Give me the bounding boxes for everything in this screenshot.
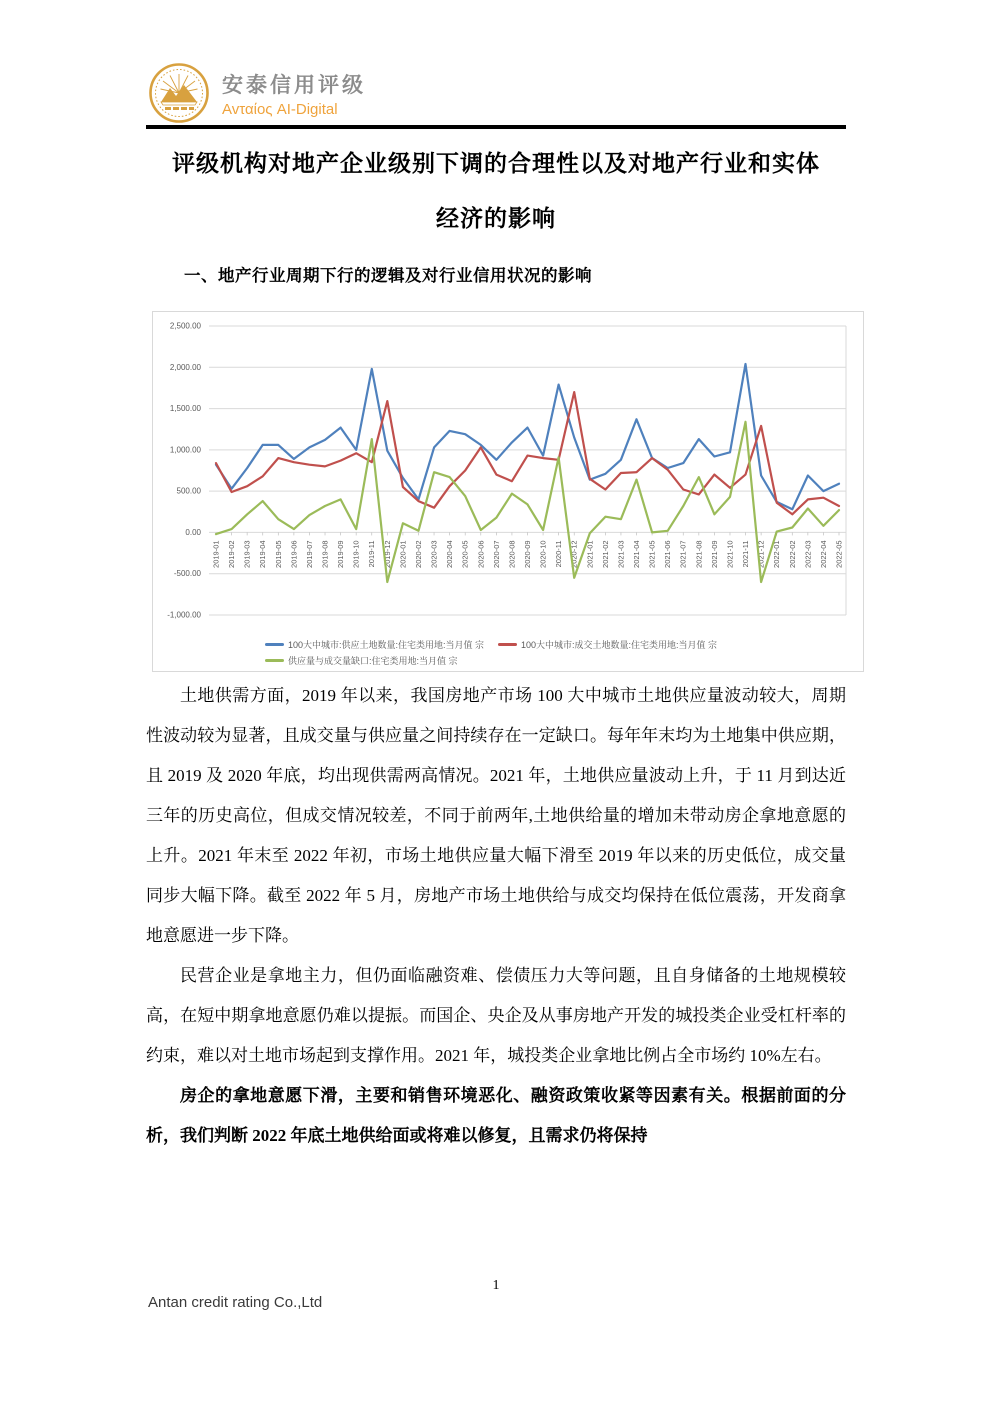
x-axis-month-label: 2022-03 [803, 540, 813, 568]
section-heading: 一、地产行业周期下行的逻辑及对行业信用状况的影响 [184, 266, 592, 285]
company-logo [148, 62, 366, 124]
x-axis-month-label: 2022-05 [834, 540, 844, 568]
legend-item-transaction-line [498, 638, 717, 651]
x-axis-month-label: 2019-12 [382, 540, 392, 568]
x-axis-month-label: 2020-01 [398, 540, 408, 568]
x-axis-month-label: 2019-06 [289, 540, 299, 568]
x-axis-month-label: 2021-06 [663, 540, 673, 568]
x-axis-month-label: 2021-10 [725, 540, 735, 568]
page-number: 1 [492, 1278, 500, 1293]
x-axis-month-label: 2020-12 [569, 540, 579, 568]
footer-company-name: Antan credit rating Co.,Ltd [148, 1294, 323, 1311]
document-title-line2: 经济的影响 [436, 206, 556, 231]
legend-label: 供应量与成交量缺口:住宅类用地:当月值 宗 [288, 655, 458, 666]
logo-name-cn: 安泰信用评级 [222, 73, 366, 97]
body-text [146, 676, 846, 1156]
x-axis-month-label: 2020-04 [445, 540, 455, 568]
y-axis-tick-label: -500.00 [173, 569, 201, 579]
x-axis-month-label: 2019-03 [242, 540, 252, 568]
y-axis-tick-label: 500.00 [176, 486, 201, 496]
paragraph-willingness-decline: 房企的拿地意愿下滑，主要和销售环境恶化、融资政策收紧等因素有关。根据前面的分析，我们判断 2022 年底土地供给面或将难以修复，且需求仍将保持 [146, 1086, 846, 1145]
x-axis-month-label: 2021-12 [756, 540, 766, 568]
x-axis-month-label: 2021-07 [678, 540, 688, 568]
paragraph-land-supply: 土地供需方面，2019 年以来，我国房地产市场 100 大中城市土地供应量波动较大，周期性波动较为显著，且成交量与供应量之间持续存在一定缺口。每年年末均为土地集中供应期，且 2019 及 2020 年底，均出现供需两高情况。2021 年，土地供应量波动上升，于 11 月到达近三年的历史高位，但成交情况较差，不同于前两年,土地供给量的增加未带动房企拿地意愿的上升。2021 年末至 2022 年初，市场土地供应量大幅下滑至 2019 年以来的历史低位，成交量同步大幅下降。截至 2022 年 5 月，房地产市场土地供给与成交均保持在低位震荡，开发商拿地意愿进一步下降。 [146, 686, 846, 945]
legend-label: 100大中城市:供应土地数量:住宅类用地:当月值 宗 [288, 639, 485, 650]
x-axis-month-label: 2019-10 [351, 540, 361, 568]
logo-name-en: Avταίος AI-Digital [222, 100, 338, 118]
y-axis-tick-label: 1,000.00 [169, 445, 201, 455]
x-axis-month-label: 2021-04 [632, 540, 642, 568]
legend-item-gap-line [265, 654, 458, 667]
x-axis-month-label: 2022-01 [772, 540, 782, 568]
y-axis-tick-label: -1,000.00 [167, 610, 201, 620]
x-axis-month-label: 2019-11 [367, 540, 377, 568]
header-divider [146, 125, 846, 129]
x-axis-month-label: 2019-05 [273, 540, 283, 568]
x-axis-month-label: 2020-03 [429, 540, 439, 568]
document-title [96, 136, 896, 246]
x-axis-month-label: 2019-04 [258, 540, 268, 568]
company-seal-icon [148, 62, 210, 124]
legend-item-supply-line [265, 638, 484, 651]
x-axis-month-label: 2020-09 [523, 540, 532, 568]
document-title-line1: 评级机构对地产企业级别下调的合理性以及对地产行业和实体 [172, 151, 820, 176]
x-axis-month-label: 2022-02 [787, 540, 797, 568]
x-axis-month-label: 2019-08 [320, 540, 330, 568]
x-axis-month-label: 2019-09 [336, 540, 346, 568]
legend-row [265, 636, 855, 652]
x-axis-month-label: 2020-02 [413, 540, 423, 568]
paragraph-private-enterprise: 民营企业是拿地主力，但仍面临融资难、偿债压力大等问题，且自身储备的土地规模较高，在短中期拿地意愿仍难以提振。而国企、央企及从事房地产开发的城投类企业受杠杆率的约束，难以对土地市场起到支撑作用。2021 年，城投类企业拿地比例占全市场约 10%左右。 [146, 966, 846, 1065]
x-axis-month-label: 2021-11 [741, 540, 751, 568]
chart-plot-area [153, 312, 863, 628]
y-axis-tick-label: 1,500.00 [169, 404, 201, 414]
x-axis-month-label: 2022-04 [818, 540, 828, 568]
x-axis-month-label: 2019-07 [304, 540, 314, 568]
x-axis-month-label: 2021-09 [709, 540, 719, 568]
legend-swatch-icon [265, 643, 284, 646]
x-axis-month-label: 2020-06 [476, 540, 486, 568]
y-axis-tick-label: 0.00 [185, 527, 201, 537]
logo-wordmark [222, 69, 366, 118]
legend-label: 100大中城市:成交土地数量:住宅类用地:当月值 宗 [521, 639, 718, 650]
x-axis-month-label: 2021-03 [616, 540, 626, 568]
legend-swatch-icon [265, 659, 284, 662]
land-supply-chart [152, 311, 864, 672]
x-axis-month-label: 2019-01 [211, 540, 221, 568]
x-axis-month-label: 2021-05 [647, 540, 657, 568]
x-axis-month-label: 2020-07 [491, 540, 501, 568]
y-axis-tick-label: 2,500.00 [169, 321, 201, 331]
x-axis-month-label: 2021-08 [694, 540, 704, 568]
chart-legend [265, 636, 855, 668]
x-axis-month-label: 2020-11 [554, 540, 564, 568]
x-axis-month-label: 2020-08 [507, 540, 517, 568]
x-axis-month-label: 2021-02 [600, 540, 610, 568]
x-axis-month-label: 2020-10 [538, 540, 548, 568]
x-axis-month-label: 2019-02 [227, 540, 237, 568]
x-axis-month-label: 2021-01 [585, 540, 595, 568]
x-axis-month-label: 2020-05 [460, 540, 470, 568]
y-axis-tick-label: 2,000.00 [169, 362, 201, 372]
legend-swatch-icon [498, 643, 517, 646]
transaction-line [216, 392, 839, 514]
supply-line [216, 364, 839, 509]
legend-row [265, 652, 855, 668]
